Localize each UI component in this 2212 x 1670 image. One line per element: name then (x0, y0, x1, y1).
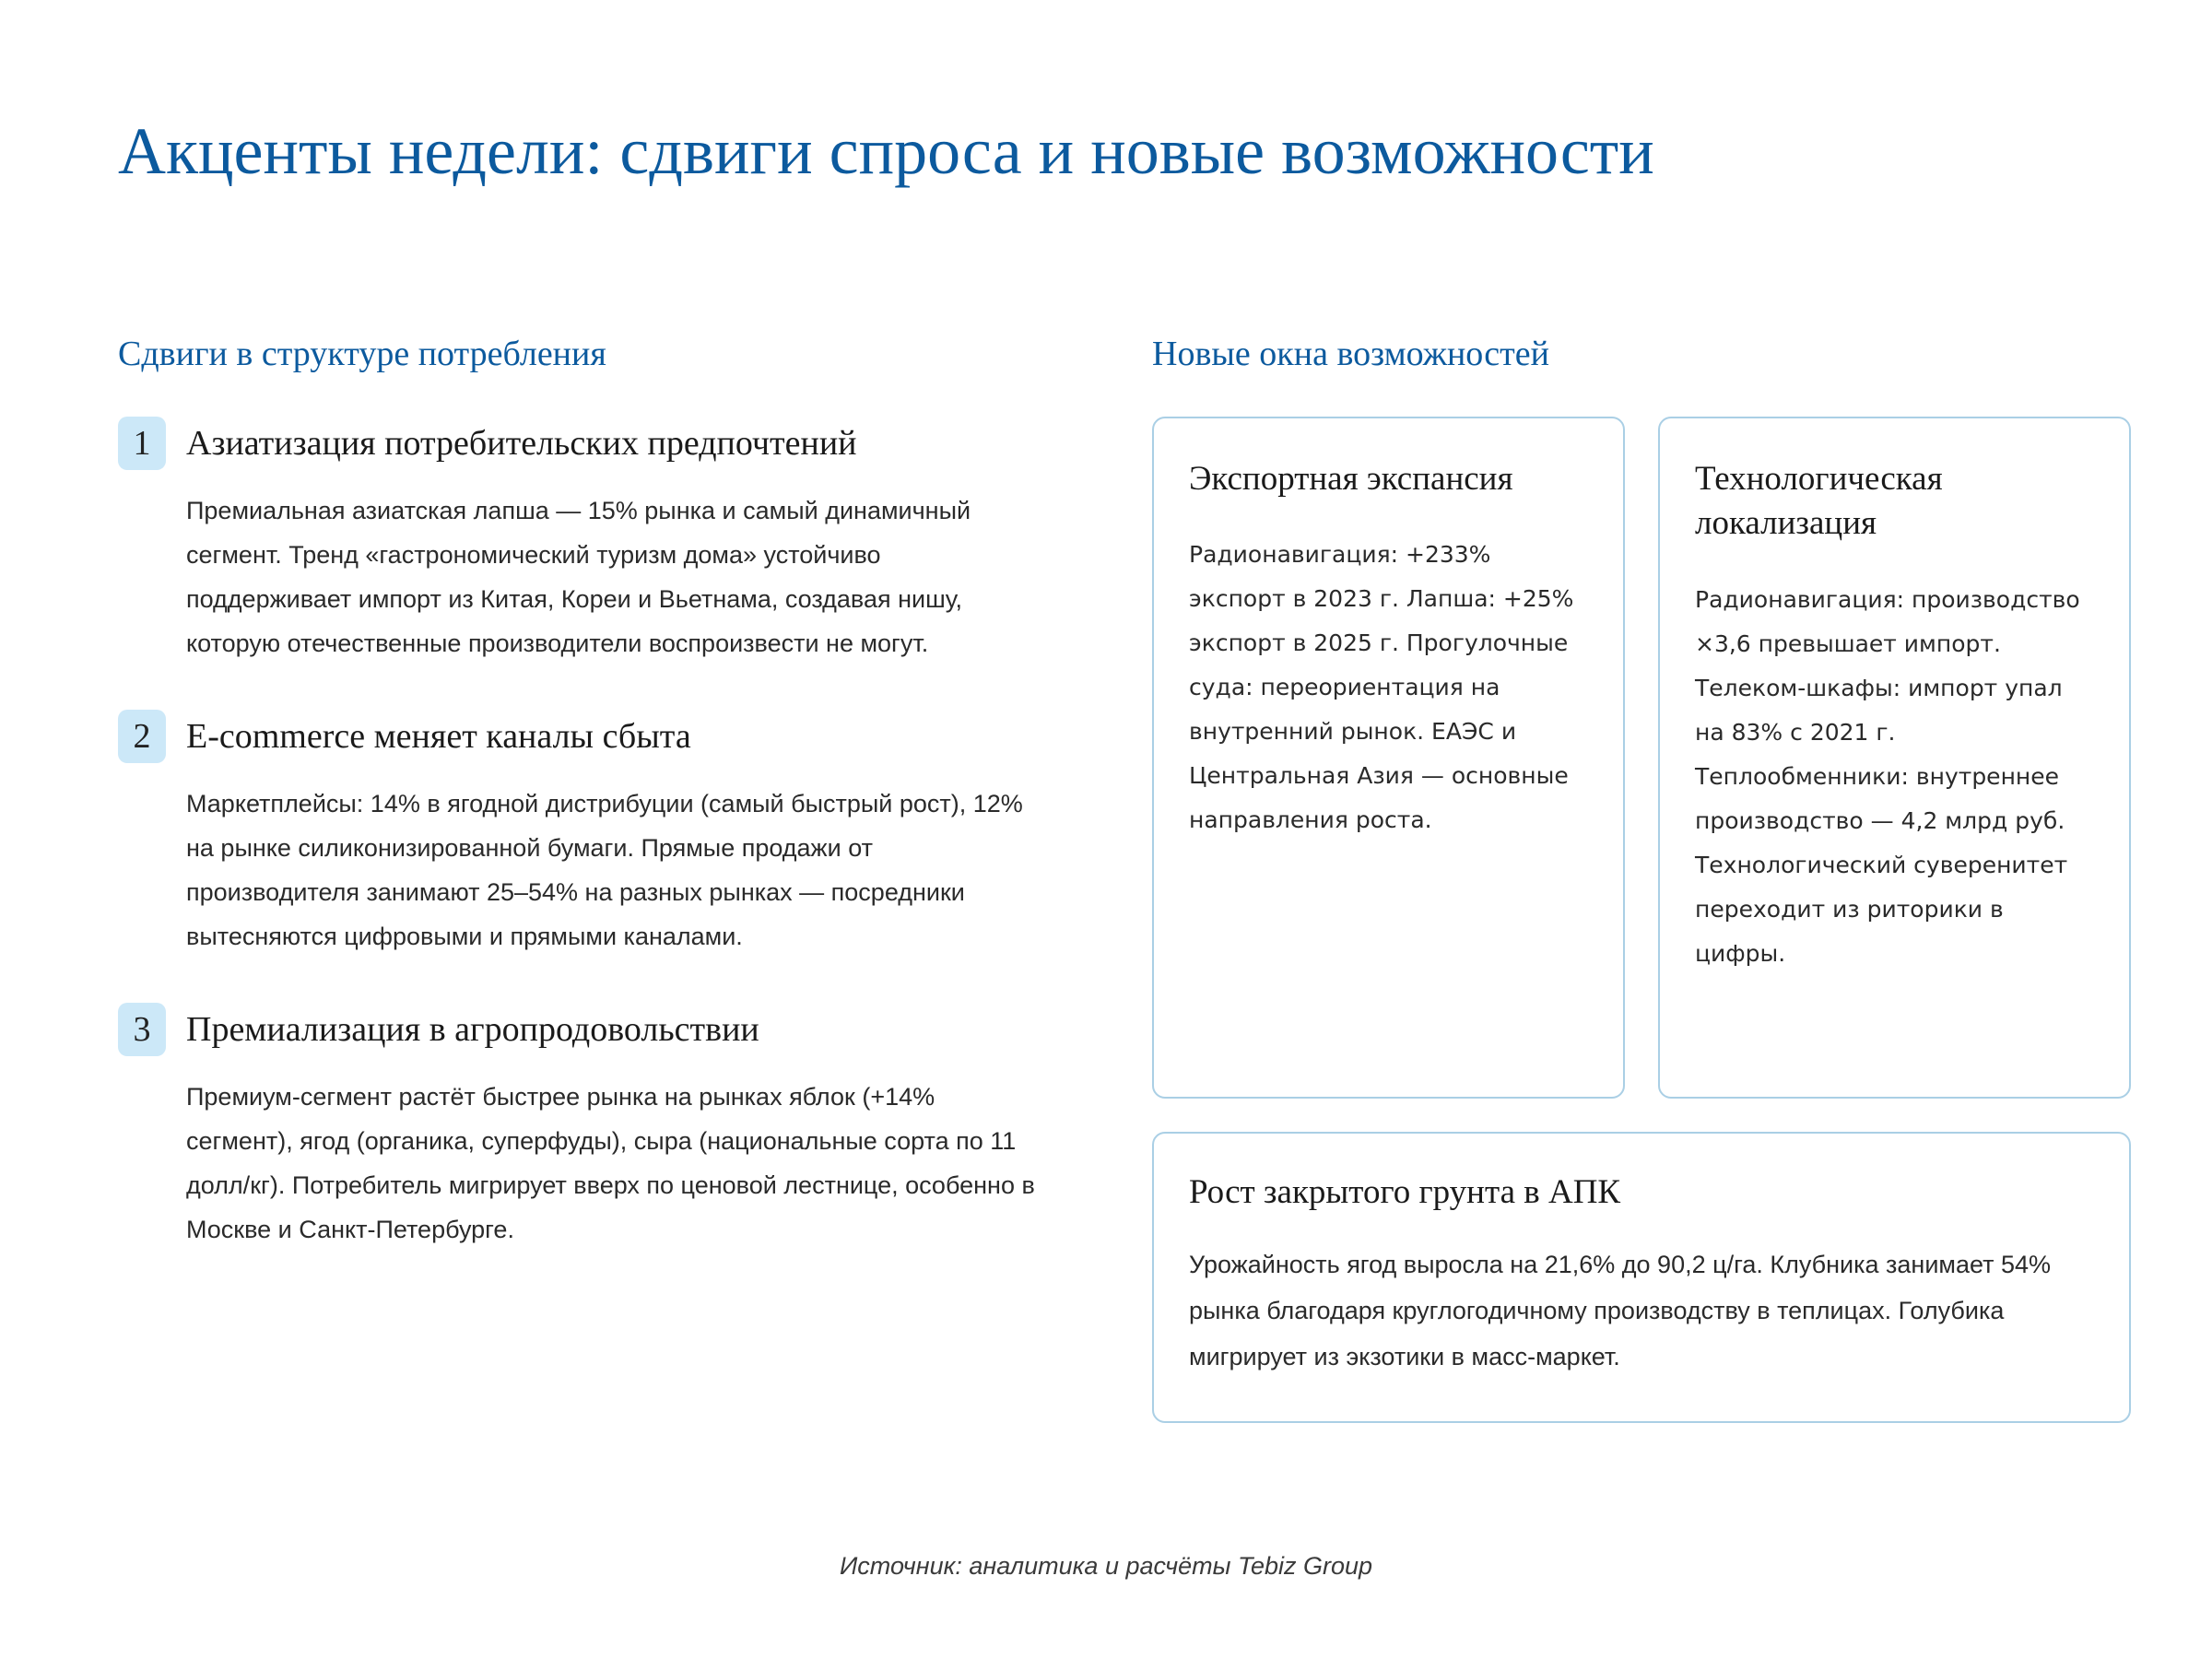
list-item-body: Маркетплейсы: 14% в ягодной дистрибуции (самый быстрый рост), 12% на рынке силиконизированной бумаги. Прямые продажи от производителя занимают 25–54% на разных рынках — посредники вытесняются цифровыми и прямыми каналами. (186, 789, 1023, 950)
source-footer: Источник: аналитика и расчёты Tebiz Group (839, 1552, 1373, 1580)
list-item-title: Азиатизация потребительских предпочтений (186, 423, 857, 463)
opportunity-card-export (1152, 417, 1625, 1099)
list-item-title: E-commerce меняет каналы сбыта (186, 716, 691, 756)
list-item (118, 417, 1040, 665)
page-title: Акценты недели: сдвиги спроса и новые возможности (118, 114, 1654, 189)
opportunity-card-localization (1658, 417, 2131, 1099)
list-item-header (118, 710, 1040, 763)
number-badge: 2 (118, 710, 166, 763)
opportunities-column (1152, 334, 2131, 1423)
list-item-body: Премиум-сегмент растёт быстрее рынка на рынках яблок (+14% сегмент), ягод (органика, суперфуды), сыра (национальные сорта по 11 долл/кг). Потребитель мигрирует вверх по ценовой лестнице, особенно в Москве и Санкт-Петербурге. (186, 1082, 1035, 1244)
card-body: Радионавигация: +233% экспорт в 2023 г. Лапша: +25% экспорт в 2025 г. Прогулочные суда: переориентация на внутренний рынок. ЕАЭС и Центральная Азия — основные направления роста. (1189, 541, 1574, 834)
right-section-heading: Новые окна возможностей (1152, 335, 1549, 373)
card-title: Рост закрытого грунта в АПК (1189, 1172, 1621, 1211)
opportunity-card-greenhouse (1152, 1132, 2131, 1423)
opportunity-card-row (1152, 417, 2131, 1099)
card-body: Урожайность ягод выросла на 21,6% до 90,2 ц/га. Клубника занимает 54% рынка благодаря круглогодичному производству в теплицах. Голубика мигрирует из экзотики в масс-маркет. (1189, 1250, 2052, 1370)
card-title: Экспортная экспансия (1189, 459, 1513, 498)
list-item-header (118, 1003, 1040, 1056)
number-badge: 3 (118, 1003, 166, 1056)
left-section-heading: Сдвиги в структуре потребления (118, 335, 606, 373)
list-item-body: Премиальная азиатская лапша — 15% рынка и самый динамичный сегмент. Тренд «гастрономический туризм дома» устойчиво поддерживает импорт из Китая, Кореи и Вьетнама, создавая нишу, которую отечественные производители воспроизвести не могут. (186, 496, 971, 657)
number-badge: 1 (118, 417, 166, 470)
list-item-header (118, 417, 1040, 470)
list-item (118, 710, 1040, 958)
list-item-title: Премиализация в агропродовольствии (186, 1009, 759, 1049)
consumption-shifts-column (118, 334, 1040, 1252)
card-title: Технологическая локализация (1695, 459, 1943, 543)
card-body: Радионавигация: производство ×3,6 превышает импорт. Телеком-шкафы: импорт упал на 83% с 2021 г. Теплообменники: внутреннее производство — 4,2 млрд руб. Технологический суверенитет переходит из риторики в цифры. (1695, 586, 2080, 968)
list-item (118, 1003, 1040, 1252)
